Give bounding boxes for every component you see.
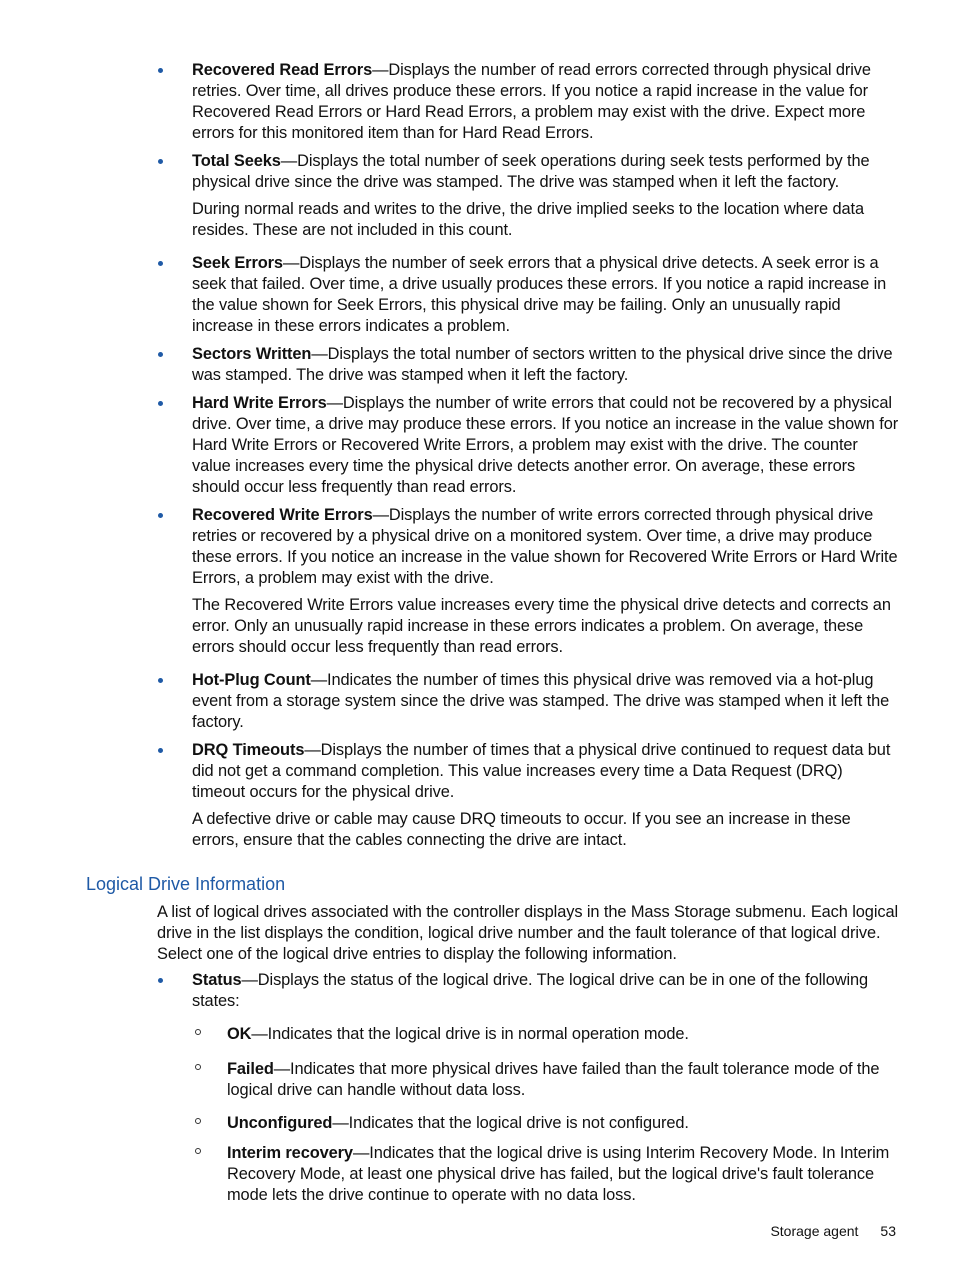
- section-intro: A list of logical drives associated with the controller displays in the Mass Storage submenu. Each logical drive in the list displays the condition, logical drive number and the fault tolerance of that logical drive. Select one of the logical drive entries to display the following information.: [157, 903, 899, 963]
- state-text: —Indicates that the logical drive is not configured.: [332, 1114, 689, 1132]
- state-item-failed: [192, 1059, 900, 1101]
- list-item-recovered-read-errors: [155, 60, 900, 144]
- item-text: —Displays the status of the logical drive. The logical drive can be in one of the following states:: [192, 971, 869, 1010]
- item-text: —Displays the number of times that a physical drive continued to request data but did not get a command completion. This value increases every time a Data Request (DRQ) timeout occurs for the physical drive.: [192, 741, 891, 801]
- bullet-icon: [158, 678, 163, 683]
- bullet-icon: [158, 401, 163, 406]
- bullet-icon: [158, 748, 163, 753]
- item-term: Recovered Write Errors: [192, 506, 373, 524]
- item-text: —Displays the number of seek errors that a physical drive detects. A seek error is a seek that failed. Over time, a drive usually produces these errors. If you notice a rapid increase in the value shown for Seek Errors, this physical drive may be failing. Only an unusually rapid increase in these errors indicates a problem.: [192, 254, 887, 335]
- item-text: —Displays the total number of seek operations during seek tests performed by the physical drive since the drive was stamped. The drive was stamped when it left the factory.: [192, 152, 870, 191]
- state-term: Interim recovery: [227, 1144, 353, 1162]
- state-item-unconfigured: [192, 1113, 900, 1134]
- list-item-recovered-write-errors: [155, 505, 900, 658]
- item-text: —Indicates the number of times this physical drive was removed via a hot-plug event from a storage system since the drive was stamped. The drive was stamped when it left the factory.: [192, 671, 890, 731]
- page-footer: [770, 1223, 896, 1239]
- state-item-ok: [192, 1024, 900, 1045]
- circle-bullet-icon: [195, 1148, 201, 1154]
- item-note: A defective drive or cable may cause DRQ timeouts to occur. If you see an increase in these errors, ensure that the cables connecting the drive are intact.: [192, 810, 851, 849]
- bullet-icon: [158, 978, 163, 983]
- bullet-icon: [158, 261, 163, 266]
- list-item-sectors-written: [155, 344, 900, 386]
- item-term: Hot-Plug Count: [192, 671, 311, 689]
- logical-drive-list: [155, 970, 900, 1012]
- item-term: Status: [192, 971, 242, 989]
- state-term: Failed: [227, 1060, 274, 1078]
- list-item-status: [155, 970, 900, 1012]
- circle-bullet-icon: [195, 1064, 201, 1070]
- footer-section-name: Storage agent: [770, 1223, 859, 1239]
- item-note: During normal reads and writes to the drive, the drive implied seeks to the location where data resides. These are not included in this count.: [192, 200, 864, 239]
- item-note: The Recovered Write Errors value increases every time the physical drive detects and corrects an error. Only an unusually rapid increase in these errors indicates a problem. On average, these errors should occur less frequently than read errors.: [192, 596, 891, 656]
- bullet-icon: [158, 513, 163, 518]
- item-term: Seek Errors: [192, 254, 283, 272]
- item-term: Recovered Read Errors: [192, 61, 373, 79]
- item-text: —Displays the number of write errors that could not be recovered by a physical drive. Over time, a drive may produce these errors. If you notice an increase in the value shown for Hard Write Errors or Recovered Write Errors, a problem may exist with the drive. The counter value increases every time the physical drive detects another error. On average, these errors should occur less frequently than read errors.: [192, 394, 899, 496]
- list-item-hard-write-errors: [155, 393, 900, 498]
- circle-bullet-icon: [195, 1029, 201, 1035]
- item-text: —Displays the number of write errors corrected through physical drive retries or recovered by a physical drive on a monitored system. Over time, a drive may produce these errors. If you notice an increase in the value shown for Recovered Write Errors or Hard Write Errors, a problem may exist with the drive.: [192, 506, 898, 587]
- state-text: —Indicates that the logical drive is in normal operation mode.: [251, 1025, 689, 1043]
- state-text: —Indicates that more physical drives have failed than the fault tolerance mode of the logical drive can handle without data loss.: [227, 1060, 880, 1099]
- section-heading: Logical Drive Information: [86, 874, 286, 894]
- drive-statistics-list: [155, 60, 900, 851]
- state-term: Unconfigured: [227, 1114, 333, 1132]
- bullet-icon: [158, 68, 163, 73]
- item-text: —Displays the number of read errors corrected through physical drive retries. Over time, all drives produce these errors. If you notice a rapid increase in the value for Recovered Read Errors or Hard Read Errors, a problem may exist with the drive. Expect more errors for this monitored item than for Hard Read Errors.: [192, 61, 871, 142]
- state-text: —Indicates that the logical drive is using Interim Recovery Mode. In Interim Recovery Mode, at least one physical drive has failed, but the logical drive's fault tolerance mode lets the drive continue to operate with no data loss.: [227, 1144, 890, 1204]
- item-text: —Displays the total number of sectors written to the physical drive since the drive was stamped. The drive was stamped when it left the factory.: [192, 345, 893, 384]
- item-term: DRQ Timeouts: [192, 741, 305, 759]
- item-term: Hard Write Errors: [192, 394, 327, 412]
- item-term: Sectors Written: [192, 345, 312, 363]
- bullet-icon: [158, 159, 163, 164]
- bullet-icon: [158, 352, 163, 357]
- status-states-list: [192, 1024, 900, 1206]
- state-item-interim-recovery: [192, 1143, 900, 1206]
- list-item-total-seeks: [155, 151, 900, 241]
- list-item-drq-timeouts: [155, 740, 900, 851]
- circle-bullet-icon: [195, 1118, 201, 1124]
- list-item-hot-plug-count: [155, 670, 900, 733]
- item-term: Total Seeks: [192, 152, 281, 170]
- list-item-seek-errors: [155, 253, 900, 337]
- page-number: 53: [880, 1223, 896, 1239]
- state-term: OK: [227, 1025, 252, 1043]
